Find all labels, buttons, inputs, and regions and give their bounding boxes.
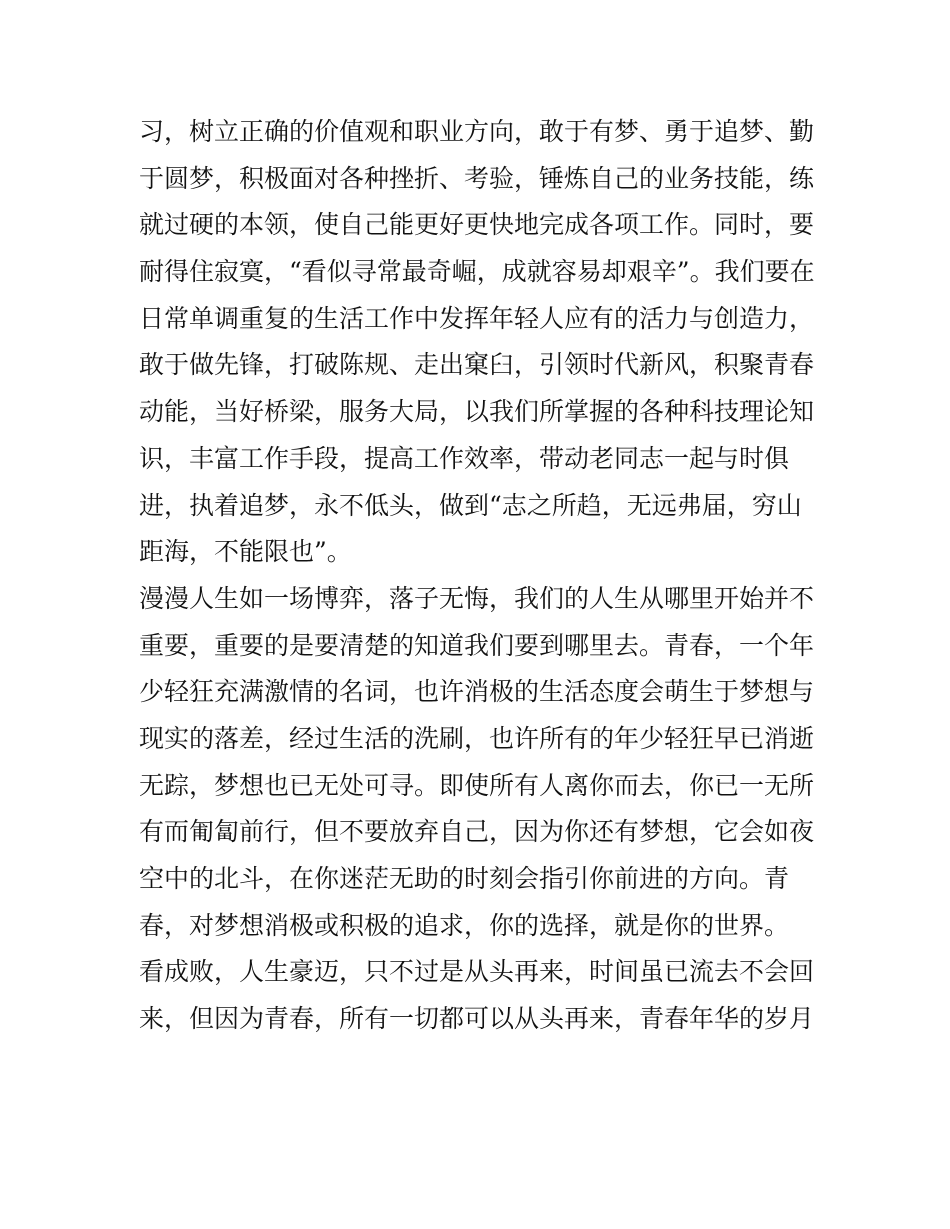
text-line: 就过硬的本领，使自己能更好更快地完成各项工作。同时，要	[139, 210, 815, 240]
text-line: 漫漫人生如一场博弈，落子无悔，我们的人生从哪里开始并不	[139, 583, 815, 613]
text-line: 于圆梦，积极面对各种挫折、考验，锤炼自己的业务技能，练	[139, 163, 815, 193]
text-line: 识，丰富工作手段，提高工作效率，带动老同志一起与时俱	[139, 443, 790, 473]
text-line: 少轻狂充满激情的名词，也许消极的生活态度会萌生于梦想与	[139, 677, 815, 707]
text-line: 有而匍匐前行，但不要放弃自己，因为你还有梦想，它会如夜	[139, 817, 815, 847]
text-line: 无踪，梦想也已无处可寻。即使所有人离你而去，你已一无所	[139, 770, 815, 800]
text-line: 日常单调重复的生活工作中发挥年轻人应有的活力与创造力，	[139, 303, 815, 333]
text-line: 春，对梦想消极或积极的追求，你的选择，就是你的世界。	[139, 910, 790, 940]
text-line: 动能，当好桥梁，服务大局，以我们所掌握的各种科技理论知	[139, 397, 815, 427]
text-line: 习，树立正确的价值观和职业方向，敢于有梦、勇于追梦、勤	[139, 117, 815, 146]
text-line: 现实的落差，经过生活的洗刷，也许所有的年少轻狂早已消逝	[139, 723, 815, 753]
text-line: 重要，重要的是要清楚的知道我们要到哪里去。青春，一个年	[139, 630, 815, 660]
text-line: 进，执着追梦，永不低头，做到“志之所趋，无远弗届，穷山	[139, 490, 802, 520]
text-line: 看成败，人生豪迈，只不过是从头再来，时间虽已流去不会回	[139, 957, 815, 987]
text-line: 距海，不能限也”。	[139, 537, 352, 567]
text-line: 空中的北斗，在你迷茫无助的时刻会指引你前进的方向。青	[139, 864, 790, 893]
text-line: 敢于做先锋，打破陈规、走出窠臼，引领时代新风，积聚青春	[139, 350, 815, 380]
text-line: 耐得住寂寞，“看似寻常最奇崛，成就容易却艰辛”。我们要在	[139, 257, 815, 287]
body-text	[139, 109, 819, 1043]
text-line: 来，但因为青春，所有一切都可以从头再来，青春年华的岁月	[139, 1004, 815, 1034]
